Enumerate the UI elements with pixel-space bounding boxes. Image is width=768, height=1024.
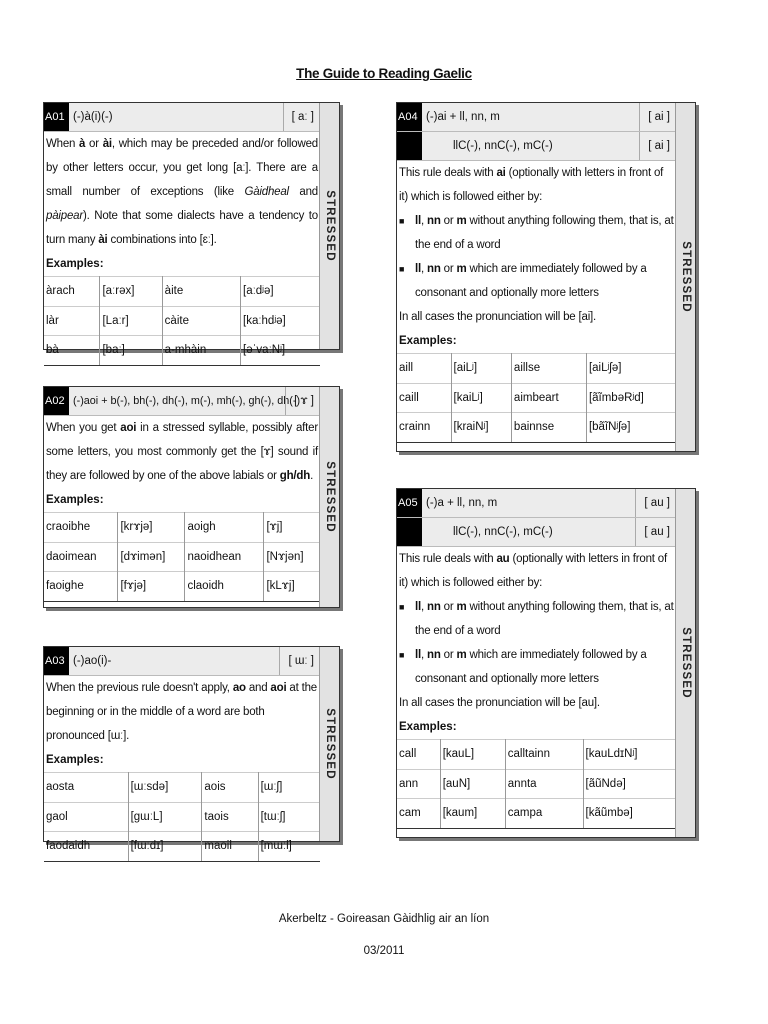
examples-table (44, 772, 320, 862)
example-word: bainnse (511, 413, 586, 443)
example-word: calltainn (505, 740, 583, 770)
example-word: càite (162, 306, 240, 336)
page-title: The Guide to Reading Gaelic (296, 66, 472, 81)
rule-description: This rule deals with ai (optionally with letters in front of it) which is followed either by: (399, 167, 664, 203)
example-ipa: [bãĩNʲʃə] (586, 413, 676, 443)
rule-card-body (397, 103, 676, 451)
example-ipa: [kauLdɪNʲ] (583, 740, 676, 770)
rule-description: When the previous rule doesn't apply, ao and aoi at the beginning or in the middle of a word are both pronounced [ɯː]. (46, 682, 318, 742)
example-word: ann (397, 769, 440, 799)
example-ipa: [Nɤjən] (264, 542, 320, 572)
rule-code-spacer (397, 132, 422, 160)
stressed-label: STRESSED (319, 103, 339, 349)
example-word: claoidh (185, 572, 264, 602)
example-ipa: [ãũNdə] (583, 769, 676, 799)
rule-ipa: [ aː ] (283, 103, 314, 131)
table-row (44, 542, 320, 572)
example-word: aimbeart (511, 383, 586, 413)
rule-code: A03 (44, 647, 69, 675)
footer-credit: Akerbeltz - Goireasan Gàidhlig air an líon (278, 913, 490, 925)
rule-header (397, 489, 676, 518)
example-ipa: [aːrəx] (100, 277, 162, 307)
example-ipa: [gɯːL] (128, 802, 202, 832)
rule-header (44, 647, 320, 676)
rule-header (44, 103, 320, 132)
rule-code: A02 (44, 387, 69, 415)
example-word: àite (162, 277, 240, 307)
example-word: aois (202, 773, 258, 803)
examples-label: Examples: (46, 754, 104, 766)
example-ipa: [kaiLʲ] (451, 383, 511, 413)
rule-card-body (397, 489, 676, 837)
rule-pattern: (-)ai + ll, nn, m (426, 111, 500, 123)
example-ipa: [kLɤj] (264, 572, 320, 602)
rule-description: When à or ài, which may be preceded and/or followed by other letters occur, you get long [aː]. There are a small number of exceptions (like Gàidheal and pàipear). Note that some dialects have a tendency to turn many ài combinations into [ɛː]. (46, 138, 318, 246)
stressed-label: STRESSED (675, 489, 695, 837)
table-row (44, 306, 320, 336)
bullet-item: ■ ll, nn or m which are immediately followed by a consonant and optionally more letters (397, 643, 676, 691)
examples-table (44, 512, 320, 602)
example-word: taois (202, 802, 258, 832)
example-ipa: [auN] (440, 769, 505, 799)
table-row (397, 413, 676, 443)
example-word: caill (397, 383, 451, 413)
examples-label: Examples: (46, 258, 104, 270)
rule-header (397, 103, 676, 132)
example-word: annta (505, 769, 583, 799)
rule-card-a04 (396, 102, 696, 452)
rule-ipa: [ au ] (635, 518, 670, 546)
examples-label: Examples: (46, 494, 104, 506)
examples-label: Examples: (399, 335, 457, 347)
table-row (397, 769, 676, 799)
rule-description: When you get aoi in a stressed syllable, possibly after some letters, you most commonly get the [ɤ] sound if they are followed by one of the above labials or gh/dh. (46, 422, 318, 482)
example-ipa: [tɯːʃ] (258, 802, 320, 832)
example-word: maoil (202, 832, 258, 862)
rule-conclusion: In all cases the pronunciation will be [au]. (399, 697, 600, 709)
stressed-label: STRESSED (319, 647, 339, 841)
example-word: aosta (44, 773, 128, 803)
examples-table (397, 739, 676, 829)
table-row (44, 336, 320, 366)
rule-code: A01 (44, 103, 69, 131)
example-word: call (397, 740, 440, 770)
rule-card-body (44, 647, 320, 853)
examples-table (397, 353, 676, 443)
example-word: faoighe (44, 572, 118, 602)
example-ipa: [aiLʲ] (451, 354, 511, 384)
example-ipa: [aiLʲʃə] (586, 354, 676, 384)
examples-label: Examples: (399, 721, 457, 733)
example-ipa: [mɯːl] (258, 832, 320, 862)
example-word: naoidhean (185, 542, 264, 572)
rule-card-a02 (43, 386, 340, 608)
example-ipa: [kraiNʲ] (451, 413, 511, 443)
table-row (397, 354, 676, 384)
bullet-icon: ■ (399, 602, 405, 612)
example-ipa: [fɤjə] (118, 572, 185, 602)
rule-pattern: llC(-), nnC(-), mC(-) (453, 140, 553, 152)
example-word: bà (44, 336, 100, 366)
example-ipa: [kaːhdʲə] (241, 306, 321, 336)
bullet-item: ■ ll, nn or m without anything following them, that is, at the end of a word (397, 595, 676, 643)
rule-pattern: (-)à(i)(-) (73, 111, 113, 123)
table-row (44, 773, 320, 803)
example-ipa: [kauL] (440, 740, 505, 770)
example-ipa: [ɤj] (264, 513, 320, 543)
table-row (397, 740, 676, 770)
table-row (397, 383, 676, 413)
rule-pattern: llC(-), nnC(-), mC(-) (453, 526, 553, 538)
rule-header-2 (397, 132, 676, 161)
example-ipa: [fɯːdɪ] (128, 832, 202, 862)
rule-code-spacer (397, 518, 422, 546)
rule-description: This rule deals with au (optionally with letters in front of it) which is followed either by: (399, 553, 667, 589)
example-ipa: [baː] (100, 336, 162, 366)
bullet-icon: ■ (399, 650, 405, 660)
table-row (397, 799, 676, 829)
rule-header-2 (397, 518, 676, 547)
example-word: gaol (44, 802, 128, 832)
rule-card-body (44, 103, 320, 357)
example-ipa: [kaum] (440, 799, 505, 829)
example-word: crainn (397, 413, 451, 443)
example-word: craoibhe (44, 513, 118, 543)
rule-ipa: [ ɤ ] (285, 387, 314, 415)
rule-ipa: [ au ] (635, 489, 670, 517)
table-row (44, 802, 320, 832)
stressed-label: STRESSED (319, 387, 339, 607)
rule-conclusion: In all cases the pronunciation will be [ai]. (399, 311, 597, 323)
example-ipa: [dɤimən] (118, 542, 185, 572)
table-row (44, 572, 320, 602)
example-word: aill (397, 354, 451, 384)
rule-card-a05 (396, 488, 696, 838)
rule-pattern: (-)ao(i)- (73, 655, 112, 667)
bullet-icon: ■ (399, 216, 405, 226)
rule-ipa: [ ai ] (639, 132, 670, 160)
rule-code: A05 (397, 489, 422, 517)
example-word: daoimean (44, 542, 118, 572)
rule-card-a01 (43, 102, 340, 357)
example-word: campa (505, 799, 583, 829)
example-ipa: [krɤjə] (118, 513, 185, 543)
rule-ipa: [ ai ] (639, 103, 670, 131)
rule-header (44, 387, 320, 416)
table-row (44, 832, 320, 862)
rule-pattern: (-)aoi + b(-), bh(-), dh(-), m(-), mh(-), gh(-), dh(-) (73, 395, 301, 407)
example-word: aoigh (185, 513, 264, 543)
table-row (44, 513, 320, 543)
bullet-icon: ■ (399, 264, 405, 274)
rule-card-a03 (43, 646, 340, 853)
rule-code: A04 (397, 103, 422, 131)
example-ipa: [ɯːʃ] (258, 773, 320, 803)
example-word: aillse (511, 354, 586, 384)
example-word: a-mhàin (162, 336, 240, 366)
footer-date: 03/2011 (363, 945, 405, 957)
bullet-item: ■ ll, nn or m without anything following them, that is, at the end of a word (397, 209, 676, 257)
example-ipa: [əˈvaːNʲ] (241, 336, 321, 366)
rule-ipa: [ ɯː ] (279, 647, 314, 675)
bullet-item: ■ ll, nn or m which are immediately followed by a consonant and optionally more letters (397, 257, 676, 305)
example-word: àrach (44, 277, 100, 307)
rule-card-body (44, 387, 320, 607)
examples-table (44, 276, 320, 366)
rule-pattern: (-)a + ll, nn, m (426, 497, 498, 509)
example-ipa: [kãũmbə] (583, 799, 676, 829)
example-word: faodaidh (44, 832, 128, 862)
example-word: cam (397, 799, 440, 829)
table-row (44, 277, 320, 307)
example-ipa: [ɯːsdə] (128, 773, 202, 803)
example-ipa: [Laːr] (100, 306, 162, 336)
example-ipa: [aːdʲə] (241, 277, 321, 307)
stressed-label: STRESSED (675, 103, 695, 451)
example-word: làr (44, 306, 100, 336)
example-ipa: [ãĩmbəRʲd] (586, 383, 676, 413)
